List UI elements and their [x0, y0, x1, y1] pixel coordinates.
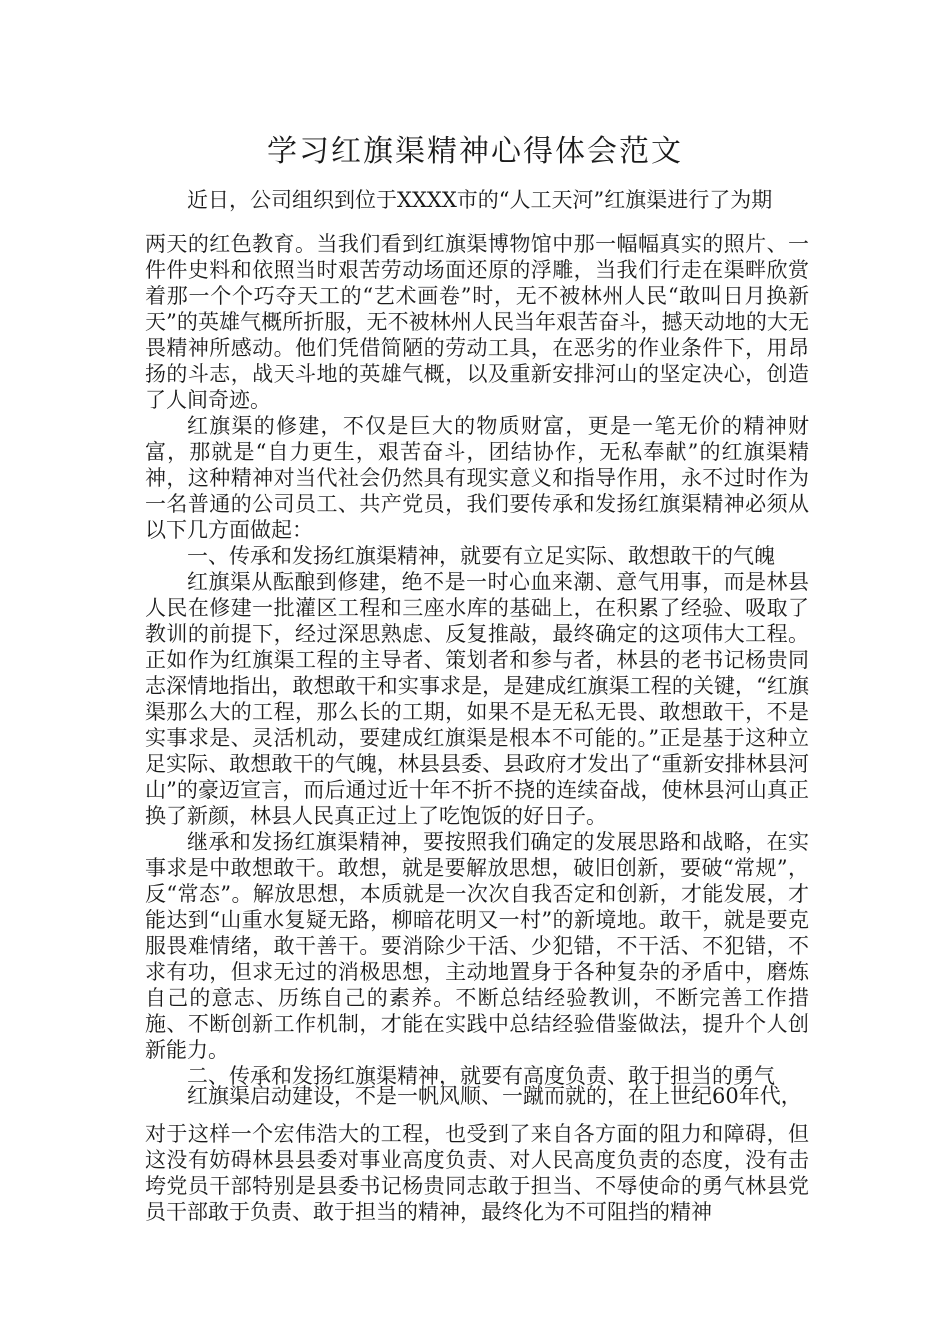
- paragraph: 红旗渠启动建设，不是一帆风顺、一蹴而就的，在上世纪60年代，: [187, 1084, 802, 1108]
- paragraph-intro-first-line: [145, 187, 809, 213]
- section-heading: 一、传承和发扬红旗渠精神，就要有立足实际、敢想敢干的气魄: [187, 544, 775, 568]
- document-title: 学习红旗渠精神心得体会范文: [267, 134, 683, 169]
- paragraph-section2-first-line: [145, 1083, 809, 1109]
- paragraph: 两天的红色教育。当我们看到红旗渠博物馆中那一幅幅真实的照片、一件件史料和依照当时艰苦劳动场面还原的浮雕，当我们行走在渠畔欣赏着那一个个巧夺天工的“艺术画卷”时，无不被林州人民“敢叫日月换新天”的英雄气概所折服，无不被林州人民当年艰苦奋斗，撼天动地的大无畏精神所感动。他们凭借简陋的劳动工具，在恶劣的作业条件下，用昂扬的斗志，战天斗地的英雄气概，以及重新安排河山的坚定决心，创造了人间奇迹。: [145, 232, 809, 412]
- paragraph: 近日，公司组织到位于XXXX市的“人工天河”红旗渠进行了为期: [187, 188, 773, 212]
- paragraph: 红旗渠的修建，不仅是巨大的物质财富，更是一笔无价的精神财富，那就是“自力更生，艰苦奋斗，团结协作，无私奉献”的红旗渠精神，这种精神对当代社会仍然具有现实意义和指导作用，永不过时作为一名普通的公司员工、共产党员，我们要传承和发扬红旗渠精神必须从以下几方面做起：: [145, 414, 809, 542]
- section-heading: 二、传承和发扬红旗渠精神，就要有高度负责、敢于担当的勇气: [187, 1064, 775, 1088]
- paragraph: 对于这样一个宏伟浩大的工程，也受到了来自各方面的阻力和障碍，但这没有妨碍林县县委对事业高度负责、对人民高度负责的态度，没有击垮党员干部特别是县委书记杨贵同志敢于担当、不辱使命的勇气林县党员干部敢于负责、敢于担当的精神，最终化为不可阻挡的精神: [145, 1122, 809, 1224]
- paragraph: 继承和发扬红旗渠精神，要按照我们确定的发展思路和战略，在实事求是中敢想敢干。敢想，就是要解放思想，破旧创新，要破“常规”，反“常态”。解放思想，本质就是一次次自我否定和创新，才能发展，才能达到“山重水复疑无路，柳暗花明又一村”的新境地。敢干，就是要克服畏难情绪，敢干善干。要消除少干活、少犯错，不干活、不犯错，不求有功，但求无过的消极思想，主动地置身于各种复杂的矛盾中，磨炼自己的意志、历练自己的素养。不断总结经验教训，不断完善工作措施、不断创新工作机制，才能在实践中总结经验借鉴做法，提升个人创新能力。: [145, 830, 809, 1062]
- paragraph-block-2: [145, 1121, 809, 1225]
- paragraph-block-1: [145, 231, 809, 1089]
- paragraph: 红旗渠从酝酿到修建，绝不是一时心血来潮、意气用事，而是林县人民在修建一批灌区工程和三座水库的基础上，在积累了经验、吸取了教训的前提下，经过深思熟虑、反复推敲，最终确定的这项伟大工程。正如作为红旗渠工程的主导者、策划者和参与者，林县的老书记杨贵同志深情地指出，敢想敢干和实事求是，是建成红旗渠工程的关键，“红旗渠那么大的工程，那么长的工期，如果不是无私无畏、敢想敢干，不是实事求是、灵活机动，要建成红旗渠是根本不可能的。”正是基于这种立足实际、敢想敢干的气魄，林县县委、县政府才发出了“重新安排林县河山”的豪迈宣言，而后通过近十年不折不挠的连续奋战，使林县河山真正换了新颜，林县人民真正过上了吃饱饭的好日子。: [145, 570, 809, 828]
